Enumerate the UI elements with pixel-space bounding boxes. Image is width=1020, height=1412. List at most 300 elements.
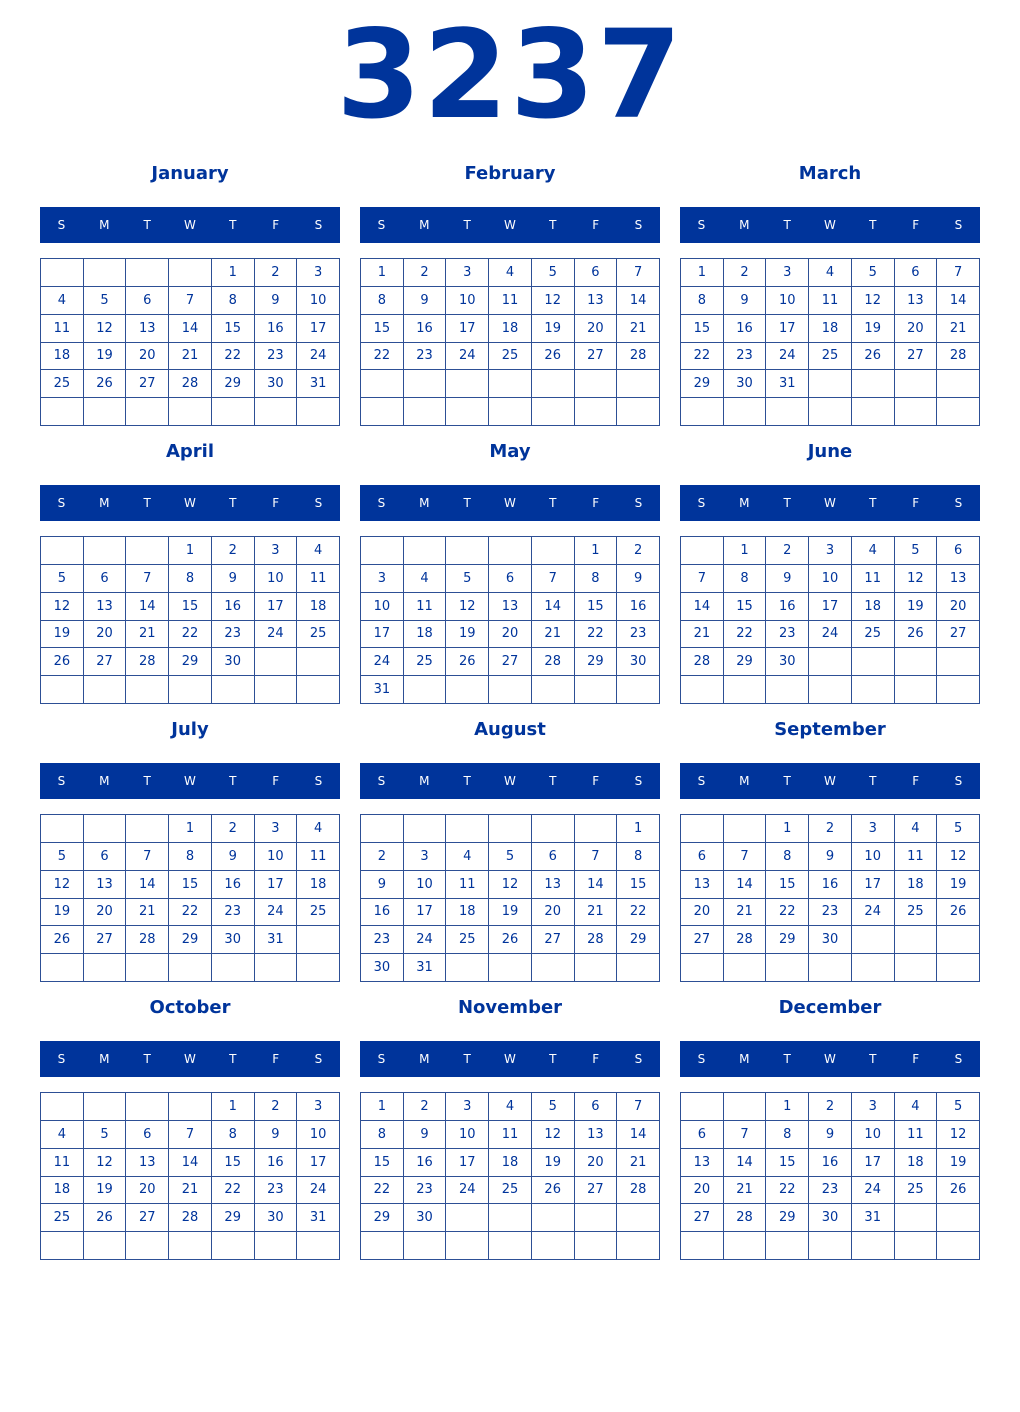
empty-cell [489,1204,532,1232]
empty-cell [489,537,532,565]
day-cell: 7 [681,565,724,593]
empty-cell [895,954,938,982]
weekday-label: F [912,774,920,788]
day-cell: 28 [937,343,980,371]
day-cell: 3 [297,1093,340,1121]
empty-cell [126,815,169,843]
empty-cell [617,676,660,704]
empty-cell [766,954,809,982]
day-cell: 5 [446,565,489,593]
day-cell: 24 [766,343,809,371]
day-cell: 7 [724,843,767,871]
weekday-label: T [783,218,791,232]
day-cell: 18 [41,343,84,371]
weekday-label: M [739,496,750,510]
day-cell: 24 [446,343,489,371]
day-cell: 19 [41,899,84,927]
weekday-label: T [869,218,877,232]
day-cell: 8 [361,287,404,315]
empty-cell [126,259,169,287]
day-cell: 27 [126,1204,169,1232]
day-cell: 21 [617,1149,660,1177]
day-cell: 10 [404,871,447,899]
month-name: October [149,997,231,1018]
weekday-label: T [783,496,791,510]
weekday-header [40,485,340,521]
day-cell: 19 [489,899,532,927]
empty-cell [126,954,169,982]
day-cell: 5 [41,565,84,593]
day-cell: 9 [404,1121,447,1149]
weekday-label: T [549,774,557,788]
day-cell: 11 [489,1121,532,1149]
empty-cell [766,676,809,704]
empty-cell [126,676,169,704]
day-cell: 5 [937,1093,980,1121]
empty-cell [532,954,575,982]
empty-cell [446,370,489,398]
empty-cell [724,1093,767,1121]
empty-cell [84,676,127,704]
empty-cell [297,1232,340,1260]
day-cell: 26 [84,1204,127,1232]
weekday-header [360,485,660,521]
empty-cell [532,815,575,843]
day-cell: 22 [766,1177,809,1205]
weekday-label: F [912,218,920,232]
day-cell: 22 [724,621,767,649]
empty-cell [126,1093,169,1121]
day-cell: 28 [617,1177,660,1205]
day-cell: 27 [937,621,980,649]
weekday-label: T [143,774,151,788]
day-cell: 9 [255,287,298,315]
empty-cell [575,1204,618,1232]
day-cell: 4 [41,1121,84,1149]
day-cell: 17 [446,315,489,343]
empty-cell [41,398,84,426]
weekday-label: W [504,1052,516,1066]
empty-cell [937,926,980,954]
day-cell: 24 [297,1177,340,1205]
day-cell: 10 [852,843,895,871]
day-cell: 25 [41,1204,84,1232]
day-cell: 30 [255,370,298,398]
empty-cell [575,954,618,982]
empty-cell [852,370,895,398]
weekday-label: T [463,496,471,510]
day-cell: 1 [617,815,660,843]
day-cell: 4 [895,1093,938,1121]
day-cell: 1 [361,1093,404,1121]
empty-cell [169,954,212,982]
empty-cell [404,537,447,565]
day-cell: 13 [532,871,575,899]
weekday-label: T [463,218,471,232]
empty-cell [532,676,575,704]
day-cell: 30 [212,648,255,676]
weekday-label: S [697,1052,706,1066]
day-cell: 2 [212,815,255,843]
empty-cell [361,398,404,426]
month-name: December [778,997,882,1018]
day-cell: 23 [361,926,404,954]
day-cell: 18 [41,1177,84,1205]
day-cell: 4 [297,537,340,565]
month-name: September [774,719,886,740]
weekday-label: T [229,496,237,510]
day-cell: 16 [212,871,255,899]
empty-cell [489,815,532,843]
weekday-label: F [912,496,920,510]
day-cell: 15 [617,871,660,899]
empty-cell [446,1232,489,1260]
day-cell: 1 [724,537,767,565]
day-cell: 22 [212,343,255,371]
day-cell: 27 [126,370,169,398]
empty-cell [297,648,340,676]
day-cell: 31 [297,370,340,398]
day-cell: 11 [404,593,447,621]
empty-cell [617,1204,660,1232]
day-cell: 23 [724,343,767,371]
day-cell: 9 [724,287,767,315]
day-cell: 21 [126,899,169,927]
empty-cell [937,1204,980,1232]
day-cell: 24 [297,343,340,371]
day-cell: 5 [532,1093,575,1121]
day-cell: 15 [361,315,404,343]
day-cell: 25 [41,370,84,398]
day-cell: 27 [84,648,127,676]
day-cell: 10 [446,1121,489,1149]
empty-cell [489,370,532,398]
day-cell: 1 [212,1093,255,1121]
day-cell: 3 [446,1093,489,1121]
day-cell: 20 [126,1177,169,1205]
day-cell: 28 [126,648,169,676]
empty-cell [255,954,298,982]
day-cell: 8 [766,1121,809,1149]
empty-cell [446,815,489,843]
day-cell: 6 [126,287,169,315]
day-cell: 10 [766,287,809,315]
day-cell: 6 [489,565,532,593]
empty-cell [446,954,489,982]
empty-cell [532,370,575,398]
day-cell: 11 [41,1149,84,1177]
day-cell: 5 [852,259,895,287]
day-cell: 10 [255,843,298,871]
day-cell: 16 [809,871,852,899]
day-cell: 16 [255,315,298,343]
empty-cell [766,398,809,426]
empty-cell [937,676,980,704]
weekday-label: T [549,218,557,232]
day-cell: 28 [575,926,618,954]
day-cell: 22 [681,343,724,371]
day-cell: 16 [212,593,255,621]
day-cell: 20 [126,343,169,371]
day-cell: 5 [895,537,938,565]
day-cell: 27 [681,1204,724,1232]
day-cell: 5 [41,843,84,871]
day-cell: 13 [895,287,938,315]
weekday-label: W [504,218,516,232]
month-name: February [464,163,556,184]
day-cell: 3 [297,259,340,287]
day-cell: 19 [895,593,938,621]
day-cell: 29 [361,1204,404,1232]
day-cell: 2 [404,1093,447,1121]
weekday-label: T [549,496,557,510]
day-cell: 14 [126,593,169,621]
day-cell: 4 [809,259,852,287]
empty-cell [724,815,767,843]
day-cell: 18 [297,871,340,899]
weekday-label: T [869,496,877,510]
weekday-header [680,485,980,521]
day-cell: 22 [361,343,404,371]
day-cell: 27 [895,343,938,371]
day-cell: 6 [681,1121,724,1149]
day-cell: 26 [41,926,84,954]
empty-cell [126,398,169,426]
empty-cell [126,1232,169,1260]
empty-cell [724,398,767,426]
weekday-label: S [954,496,963,510]
weekday-label: T [869,774,877,788]
empty-cell [532,1232,575,1260]
day-cell: 24 [255,621,298,649]
weekday-label: T [143,496,151,510]
day-cell: 25 [297,899,340,927]
empty-cell [41,1232,84,1260]
weekday-label: S [954,218,963,232]
weekday-label: T [229,1052,237,1066]
day-cell: 20 [84,621,127,649]
day-grid [360,814,660,982]
day-cell: 9 [361,871,404,899]
day-cell: 21 [169,1177,212,1205]
day-cell: 17 [766,315,809,343]
day-cell: 28 [126,926,169,954]
weekday-label: S [314,496,323,510]
day-cell: 3 [852,815,895,843]
day-cell: 8 [212,1121,255,1149]
day-cell: 9 [255,1121,298,1149]
day-cell: 19 [84,343,127,371]
empty-cell [809,398,852,426]
day-cell: 8 [361,1121,404,1149]
empty-cell [809,648,852,676]
day-cell: 14 [724,871,767,899]
day-cell: 26 [41,648,84,676]
day-cell: 30 [617,648,660,676]
day-cell: 20 [681,899,724,927]
day-cell: 4 [489,1093,532,1121]
day-cell: 10 [361,593,404,621]
day-cell: 3 [766,259,809,287]
day-cell: 9 [404,287,447,315]
day-grid [40,814,340,982]
day-cell: 17 [809,593,852,621]
empty-cell [937,370,980,398]
day-cell: 25 [809,343,852,371]
day-cell: 17 [404,899,447,927]
empty-cell [169,676,212,704]
day-cell: 12 [532,287,575,315]
day-cell: 19 [937,1149,980,1177]
day-cell: 30 [809,926,852,954]
empty-cell [404,1232,447,1260]
empty-cell [404,676,447,704]
day-cell: 25 [852,621,895,649]
weekday-label: W [824,496,836,510]
day-grid [40,536,340,704]
day-cell: 26 [532,343,575,371]
day-cell: 21 [617,315,660,343]
day-cell: 11 [852,565,895,593]
empty-cell [212,676,255,704]
day-cell: 18 [404,621,447,649]
weekday-label: W [184,496,196,510]
day-cell: 16 [809,1149,852,1177]
day-cell: 31 [255,926,298,954]
day-cell: 4 [41,287,84,315]
empty-cell [852,648,895,676]
day-cell: 9 [617,565,660,593]
weekday-label: M [739,218,750,232]
weekday-label: T [549,1052,557,1066]
empty-cell [297,926,340,954]
day-cell: 14 [575,871,618,899]
weekday-header [360,763,660,799]
day-cell: 20 [681,1177,724,1205]
weekday-label: S [314,218,323,232]
day-cell: 24 [404,926,447,954]
day-cell: 26 [84,370,127,398]
day-cell: 13 [681,871,724,899]
day-cell: 5 [937,815,980,843]
empty-cell [895,1232,938,1260]
day-cell: 18 [895,1149,938,1177]
day-cell: 7 [617,259,660,287]
day-cell: 21 [724,1177,767,1205]
day-cell: 21 [169,343,212,371]
day-cell: 31 [404,954,447,982]
day-grid [40,258,340,426]
weekday-header [40,207,340,243]
day-cell: 28 [724,1204,767,1232]
day-grid [680,814,980,982]
day-grid [360,258,660,426]
day-cell: 28 [724,926,767,954]
empty-cell [937,398,980,426]
weekday-label: T [783,774,791,788]
weekday-label: F [272,218,280,232]
empty-cell [446,398,489,426]
day-cell: 21 [532,621,575,649]
day-cell: 17 [297,315,340,343]
empty-cell [617,1232,660,1260]
day-cell: 15 [169,871,212,899]
month-name: July [171,719,209,740]
day-cell: 13 [126,1149,169,1177]
empty-cell [84,1093,127,1121]
day-cell: 28 [617,343,660,371]
day-cell: 2 [212,537,255,565]
day-cell: 23 [255,1177,298,1205]
day-cell: 2 [766,537,809,565]
day-cell: 4 [297,815,340,843]
weekday-header [360,207,660,243]
day-cell: 14 [126,871,169,899]
empty-cell [169,398,212,426]
empty-cell [681,1093,724,1121]
empty-cell [297,676,340,704]
day-cell: 3 [404,843,447,871]
weekday-label: W [504,496,516,510]
day-cell: 27 [575,343,618,371]
day-cell: 4 [446,843,489,871]
day-cell: 3 [361,565,404,593]
empty-cell [937,648,980,676]
day-cell: 9 [212,843,255,871]
empty-cell [532,398,575,426]
day-cell: 27 [575,1177,618,1205]
empty-cell [852,1232,895,1260]
empty-cell [532,537,575,565]
empty-cell [852,398,895,426]
day-cell: 5 [532,259,575,287]
day-cell: 10 [297,287,340,315]
day-cell: 20 [937,593,980,621]
day-cell: 25 [895,899,938,927]
day-cell: 24 [852,1177,895,1205]
empty-cell [681,676,724,704]
empty-cell [404,398,447,426]
weekday-label: M [99,218,110,232]
weekday-label: M [419,1052,430,1066]
empty-cell [852,926,895,954]
day-cell: 28 [169,1204,212,1232]
weekday-label: S [57,1052,66,1066]
empty-cell [617,398,660,426]
empty-cell [809,370,852,398]
empty-cell [809,1232,852,1260]
day-cell: 25 [297,621,340,649]
day-cell: 13 [575,1121,618,1149]
day-cell: 16 [617,593,660,621]
day-cell: 30 [212,926,255,954]
day-cell: 4 [852,537,895,565]
day-cell: 29 [169,648,212,676]
day-cell: 10 [852,1121,895,1149]
day-cell: 25 [895,1177,938,1205]
day-cell: 26 [895,621,938,649]
day-cell: 7 [724,1121,767,1149]
empty-cell [937,1232,980,1260]
day-cell: 29 [212,370,255,398]
day-cell: 25 [489,1177,532,1205]
day-cell: 4 [404,565,447,593]
day-cell: 11 [41,315,84,343]
weekday-label: S [57,218,66,232]
day-cell: 9 [809,1121,852,1149]
empty-cell [895,398,938,426]
day-cell: 1 [361,259,404,287]
